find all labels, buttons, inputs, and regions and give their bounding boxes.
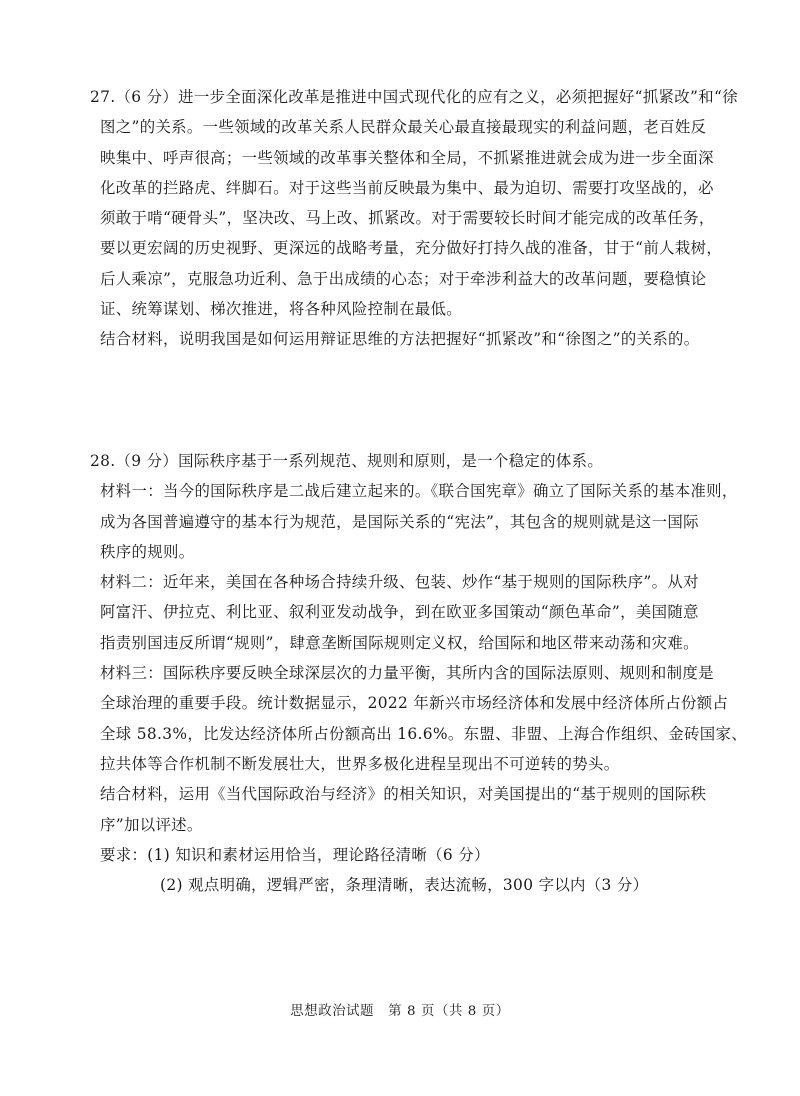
question-27-line: 27.（6 分）进一步全面深化改革是推进中国式现代化的应有之义，必须把握好“抓紧改”和“徐 bbox=[90, 88, 738, 106]
material-three-line: 材料三：国际秩序要反映全球深层次的力量平衡，其所内含的国际法原则、规则和制度是 bbox=[100, 664, 714, 683]
question-27-line: 化改革的拦路虎、绊脚石。对于这些当前反映最为集中、最为迫切、需要打攻坚战的，必 bbox=[100, 178, 714, 197]
material-one-line: 材料一：当今的国际秩序是二战后建立起来的。《联合国宪章》确立了国际关系的基本准则， bbox=[100, 482, 738, 501]
question-28 bbox=[90, 452, 747, 906]
material-three-line: 全球 58.3%，比发达经济体所占份额高出 16.6%。东盟、非盟、上海合作组织、金砖国家、 bbox=[100, 724, 747, 743]
question-28-prompt: 序”加以评述。 bbox=[100, 815, 203, 834]
material-one-line: 秩序的规则。 bbox=[100, 542, 195, 561]
page-footer: 思想政治试题 第 8 页（共 8 页） bbox=[290, 1004, 510, 1019]
question-27-line: 图之”的关系。一些领域的改革关系人民群众最关心最直接最现实的利益问题，老百姓反 bbox=[100, 118, 707, 137]
question-27-line: 映集中、呼声很高；一些领域的改革事关整体和全局，不抓紧推进就会成为进一步全面深 bbox=[100, 148, 714, 167]
material-three-line: 全球治理的重要手段。统计数据显示，2022 年新兴市场经济体和发展中经济体所占份额占 bbox=[100, 694, 729, 713]
material-one-line: 成为各国普遍遵守的基本行为规范，是国际关系的“宪法”，其包含的规则就是这一国际 bbox=[100, 512, 699, 531]
material-two-line: 材料二：近年来，美国在各种场合持续升级、包装、炒作“基于规则的国际秩序”。从对 bbox=[100, 573, 699, 592]
question-27-prompt: 结合材料，说明我国是如何运用辩证思维的方法把握好“抓紧改”和“徐图之”的关系的。 bbox=[100, 330, 700, 349]
material-three-line: 拉共体等合作机制不断发展壮大，世界多极化进程呈现出不可逆转的势头。 bbox=[100, 754, 620, 773]
question-27 bbox=[90, 88, 738, 361]
question-27-line: 证、统筹谋划、梯次推进，将各种风险控制在最低。 bbox=[100, 300, 463, 319]
question-27-line: 后人乘凉”，克服急功近利、急于出成绩的心态；对于牵涉利益大的改革问题，要稳慎论 bbox=[100, 269, 707, 288]
question-27-line: 须敢于啃“硬骨头”，坚决改、马上改、抓紧改。对于需要较长时间才能完成的改革任务， bbox=[100, 209, 715, 228]
question-28-line: 28.（9 分）国际秩序基于一系列规范、规则和原则，是一个稳定的体系。 bbox=[90, 452, 604, 470]
material-two-line: 阿富汗、伊拉克、利比亚、叙利亚发动战争，到在欧亚多国策动“颜色革命”，美国随意 bbox=[100, 603, 699, 622]
requirement-one: 要求：(1) 知识和素材运用恰当，理论路径清晰（6 分） bbox=[100, 845, 490, 864]
material-two-line: 指责别国违反所谓“规则”，肆意垄断国际规则定义权，给国际和地区带来动荡和灾难。 bbox=[100, 633, 699, 652]
requirement-two: (2) 观点明确，逻辑严密，条理清晰，表达流畅，300 字以内（3 分） bbox=[160, 876, 649, 895]
question-28-prompt: 结合材料，运用《当代国际政治与经济》的相关知识，对美国提出的“基于规则的国际秩 bbox=[100, 785, 707, 804]
question-27-line: 要以更宏阔的历史视野、更深远的战略考量，充分做好打持久战的准备，甘于“前人栽树， bbox=[100, 239, 723, 258]
